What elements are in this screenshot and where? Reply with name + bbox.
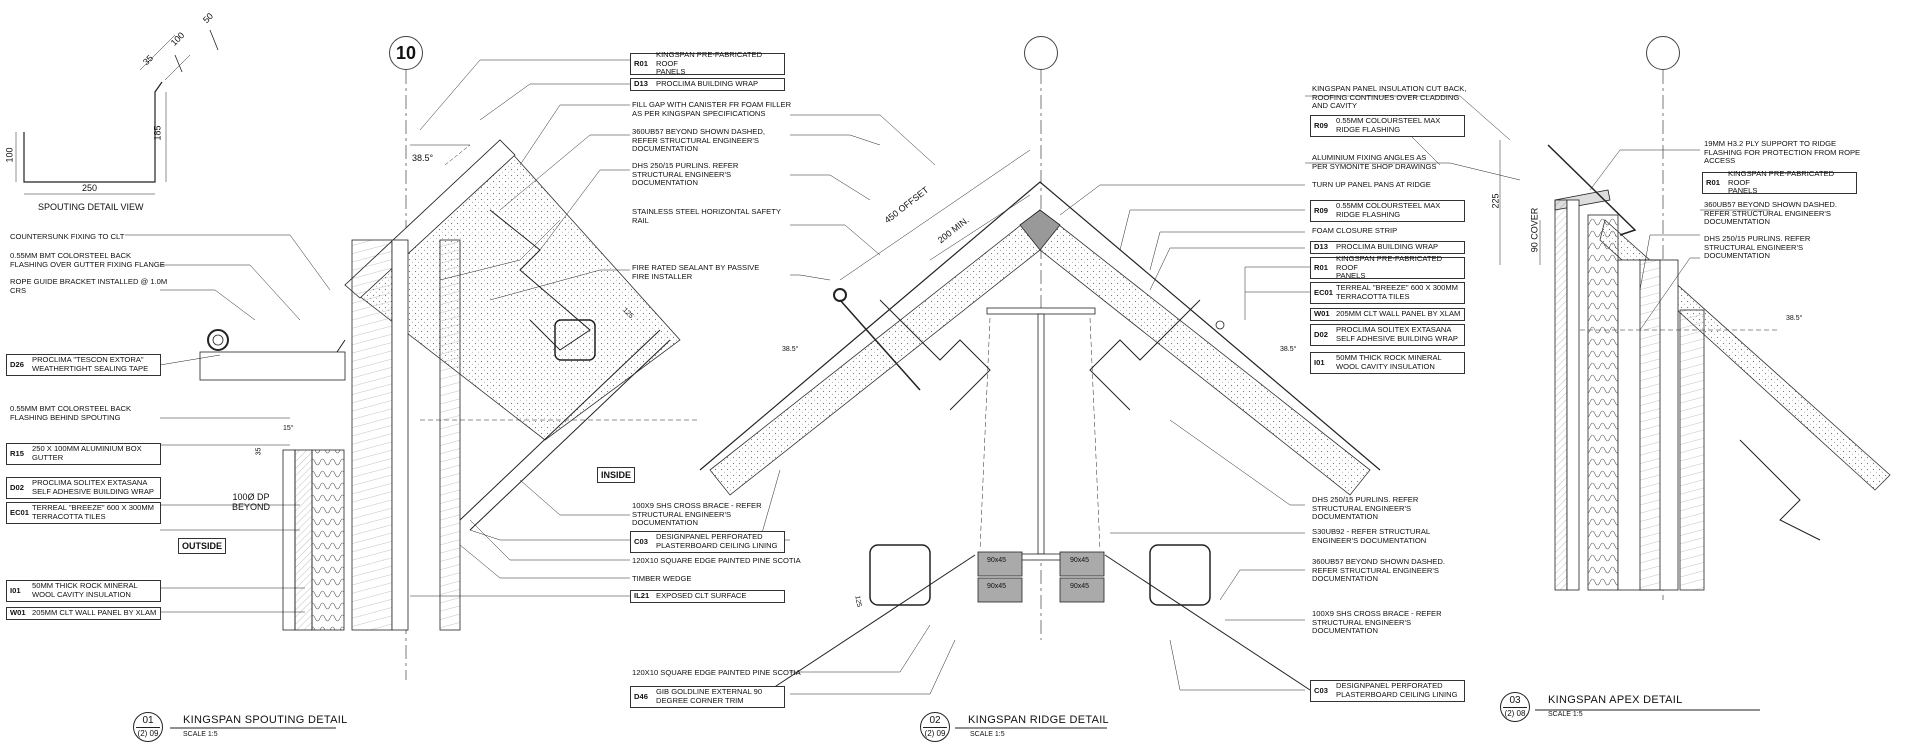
- key-code: R09: [1314, 205, 1328, 215]
- key-code: D02: [10, 482, 24, 492]
- label-dp-beyond: 100Ø DP BEYOND: [232, 492, 271, 512]
- block-90x45-a: 90x45: [987, 557, 1007, 564]
- key-code: R01: [634, 58, 648, 68]
- dim-125-d2: 125: [853, 595, 863, 608]
- key-desc: KINGSPAN PRE-FABRICATED ROOF PANELS: [1336, 254, 1443, 281]
- key-desc: 50MM THICK ROCK MINERAL WOOL CAVITY INSULATION: [1336, 353, 1442, 371]
- key-box-r01-3: [1702, 169, 1857, 196]
- key-box-c03-2: [1310, 680, 1465, 702]
- key-code: C03: [634, 536, 648, 546]
- label-ub-beyond: 360UB57 BEYOND SHOWN DASHED, REFER STRUCTURAL ENGINEER'S DOCUMENTATION: [632, 127, 765, 154]
- key-desc: GIB GOLDLINE EXTERNAL 90 DEGREE CORNER TRIM: [656, 687, 763, 705]
- key-desc: PROCLIMA "TESCON EXTORA" WEATHERTIGHT SEALING TAPE: [32, 355, 149, 373]
- key-code: D02: [1314, 329, 1328, 339]
- label-dhs-purlins: DHS 250/15 PURLINS. REFER STRUCTURAL ENGINEER'S DOCUMENTATION: [632, 161, 739, 188]
- key-desc: TERREAL "BREEZE" 600 X 300MM TERRACOTTA TILES: [32, 503, 155, 521]
- label-dhs-3: DHS 250/15 PURLINS. REFER STRUCTURAL ENGINEER'S DOCUMENTATION: [1704, 234, 1811, 261]
- dim-50: 50: [200, 10, 216, 26]
- key-desc: 0.55MM COLOURSTEEL MAX RIDGE FLASHING: [1336, 116, 1441, 134]
- title-num: 03: [1509, 695, 1521, 706]
- label-timber-wedge: TIMBER WEDGE: [632, 574, 692, 583]
- dim-angle-right: 38.5°: [1280, 346, 1297, 353]
- title-ref: (2) 08: [1504, 709, 1526, 718]
- key-box-r09-a: [1310, 115, 1465, 137]
- key-code: R15: [10, 448, 24, 458]
- key-box-r15: [6, 443, 161, 465]
- label-fill-gap: FILL GAP WITH CANISTER FR FOAM FILLER AS PER KINGSPAN SPECIFICATIONS: [632, 100, 792, 118]
- key-box-r01-2: [1310, 254, 1465, 281]
- title-bubble-03: [1500, 692, 1530, 722]
- key-code: I01: [10, 585, 21, 595]
- dim-185: 185: [152, 125, 163, 141]
- key-code: IL21: [634, 591, 650, 601]
- key-desc: PROCLIMA BUILDING WRAP: [656, 79, 759, 89]
- label-flashing-behind: 0.55MM BMT COLORSTEEL BACK FLASHING BEHIND SPOUTING: [10, 404, 132, 422]
- dim-200-min: 200 MIN.: [935, 214, 971, 246]
- label-brace-2: 100X9 SHS CROSS BRACE - REFER STRUCTURAL ENGINEER'S DOCUMENTATION: [1312, 609, 1442, 636]
- label-ub57-3: 360UB57 BEYOND SHOWN DASHED. REFER STRUCTURAL ENGINEER'S DOCUMENTATION: [1704, 200, 1837, 227]
- title-bubble-02: [920, 712, 950, 742]
- label-safety-rail: STAINLESS STEEL HORIZONTAL SAFETY RAIL: [632, 207, 781, 225]
- label-ply-support: 19MM H3.2 PLY SUPPORT TO RIDGE FLASHING FOR PROTECTION FROM ROPE ACCESS: [1704, 139, 1861, 166]
- key-box-d02-2: [1310, 324, 1465, 346]
- key-box-ec01: [6, 502, 161, 524]
- key-box-i01: [6, 580, 161, 602]
- tag-inside: INSIDE: [597, 467, 635, 483]
- block-90x45-b: 90x45: [987, 583, 1007, 590]
- dim-225: 225: [1490, 193, 1501, 209]
- key-desc: EXPOSED CLT SURFACE: [656, 591, 747, 601]
- dim-35: 35: [140, 52, 156, 68]
- title-ref: (2) 09: [924, 729, 946, 738]
- key-box-il21: [630, 590, 785, 603]
- key-desc: PROCLIMA SOLITEX EXTASANA SELF ADHESIVE BUILDING WRAP: [1336, 325, 1458, 343]
- key-box-d46: [630, 686, 785, 708]
- label-angles: ALUMINIUM FIXING ANGLES AS PER SYMONITE SHOP DRAWINGS: [1312, 153, 1437, 171]
- dim-100-slope: 100: [168, 30, 187, 48]
- block-90x45-d: 90x45: [1070, 583, 1090, 590]
- key-desc: KINGSPAN PRE-FABRICATED ROOF PANELS: [656, 50, 763, 77]
- label-scotia-1: 120X10 SQUARE EDGE PAINTED PINE SCOTIA: [632, 556, 801, 565]
- dim-125-d1: 125: [621, 306, 635, 321]
- label-fire-sealant: FIRE RATED SEALANT BY PASSIVE FIRE INSTALLER: [632, 263, 760, 281]
- key-desc: KINGSPAN PRE-FABRICATED ROOF PANELS: [1728, 169, 1835, 196]
- section-marker-ridge: [1024, 36, 1058, 70]
- tag-outside: OUTSIDE: [178, 538, 226, 554]
- key-desc: 205MM CLT WALL PANEL BY XLAM: [32, 608, 157, 618]
- key-code: EC01: [10, 507, 29, 517]
- dim-250: 250: [82, 183, 98, 193]
- dim-35-d1: 35: [255, 447, 263, 456]
- label-rope-guide: ROPE GUIDE BRACKET INSTALLED @ 1.0M CRS: [10, 277, 168, 295]
- key-box-r09-b: [1310, 200, 1465, 222]
- key-code: EC01: [1314, 287, 1333, 297]
- key-code: C03: [1314, 685, 1328, 695]
- title-num: 01: [142, 715, 154, 726]
- key-box-w01: [6, 607, 161, 620]
- dim-450-offset: 450 OFFSET: [882, 184, 931, 226]
- label-scotia-2: 120X10 SQUARE EDGE PAINTED PINE SCOTIA: [632, 668, 801, 677]
- dim-angle-apex: 38.5°: [1786, 315, 1803, 322]
- label-foam: FOAM CLOSURE STRIP: [1312, 226, 1398, 235]
- label-ub57-2: 360UB57 BEYOND SHOWN DASHED. REFER STRUCTURAL ENGINEER'S DOCUMENTATION: [1312, 557, 1445, 584]
- label-insul-cut: KINGSPAN PANEL INSULATION CUT BACK, ROOFING CONTINUES OVER CLADDING AND CAVITY: [1312, 84, 1467, 111]
- dim-angle-38-5: 38.5°: [412, 153, 434, 163]
- label-dhs-2: DHS 250/15 PURLINS. REFER STRUCTURAL ENGINEER'S DOCUMENTATION: [1312, 495, 1419, 522]
- label-flashing-back: 0.55MM BMT COLORSTEEL BACK FLASHING OVER GUTTER FIXING FLANGE: [10, 251, 165, 269]
- key-box-ec01-2: [1310, 282, 1465, 304]
- key-box-w01-2: [1310, 308, 1465, 321]
- key-code: I01: [1314, 357, 1325, 367]
- key-desc: DESIGNPANEL PERFORATED PLASTERBOARD CEILING LINING: [1336, 681, 1458, 699]
- dim-100-vertical: 100: [4, 147, 15, 163]
- spouting-profile: [16, 30, 218, 194]
- key-code: R09: [1314, 120, 1328, 130]
- key-desc: TERREAL "BREEZE" 600 X 300MM TERRACOTTA TILES: [1336, 283, 1459, 301]
- key-box-c03: [630, 531, 785, 553]
- key-box-d13: [630, 78, 785, 91]
- key-desc: DESIGNPANEL PERFORATED PLASTERBOARD CEILING LINING: [656, 532, 778, 550]
- title-name-01: KINGSPAN SPOUTING DETAIL: [183, 714, 348, 726]
- key-box-i01-2: [1310, 352, 1465, 374]
- key-desc: 50MM THICK ROCK MINERAL WOOL CAVITY INSULATION: [32, 581, 138, 599]
- key-code: D46: [634, 691, 648, 701]
- key-box-r01: [630, 50, 785, 77]
- title-scale-03: SCALE 1:5: [1548, 711, 1583, 718]
- key-code: D26: [10, 359, 24, 369]
- key-code: W01: [1314, 309, 1330, 319]
- section-marker-apex: [1646, 36, 1680, 70]
- key-code: W01: [10, 608, 26, 618]
- key-desc: 205MM CLT WALL PANEL BY XLAM: [1336, 309, 1461, 319]
- label-cross-brace: 100X9 SHS CROSS BRACE - REFER STRUCTURAL ENGINEER'S DOCUMENTATION: [632, 501, 762, 528]
- title-num: 02: [929, 715, 941, 726]
- key-desc: PROCLIMA BUILDING WRAP: [1336, 242, 1439, 252]
- dim-angle-left: 38.5°: [782, 346, 799, 353]
- title-name-02: KINGSPAN RIDGE DETAIL: [968, 714, 1109, 726]
- label-turn-up: TURN UP PANEL PANS AT RIDGE: [1312, 180, 1431, 189]
- title-bubble-01: [133, 712, 163, 742]
- key-desc: PROCLIMA SOLITEX EXTASANA SELF ADHESIVE BUILDING WRAP: [32, 478, 154, 496]
- dim-angle-15: 15°: [283, 425, 294, 432]
- key-code: R01: [1314, 262, 1328, 272]
- key-code: D13: [1314, 242, 1328, 252]
- spouting-view-title: SPOUTING DETAIL VIEW: [38, 202, 144, 212]
- label-s30ub: S30UB92 - REFER STRUCTURAL ENGINEER'S DOCUMENTATION: [1312, 527, 1431, 545]
- key-code: D13: [634, 79, 648, 89]
- dim-90-cover: 90 COVER: [1529, 207, 1540, 253]
- title-name-03: KINGSPAN APEX DETAIL: [1548, 694, 1683, 706]
- key-box-d13-2: [1310, 241, 1465, 254]
- title-ref: (2) 09: [137, 729, 159, 738]
- key-desc: 0.55MM COLOURSTEEL MAX RIDGE FLASHING: [1336, 201, 1441, 219]
- title-scale-01: SCALE 1:5: [183, 731, 218, 738]
- section-marker-10: 10: [389, 36, 423, 70]
- key-box-d02: [6, 477, 161, 499]
- key-desc: 250 X 100MM ALUMINIUM BOX GUTTER: [32, 444, 142, 462]
- key-box-d26: [6, 354, 161, 376]
- block-90x45-c: 90x45: [1070, 557, 1090, 564]
- label-countersunk: COUNTERSUNK FIXING TO CLT: [10, 232, 125, 241]
- key-code: R01: [1706, 177, 1720, 187]
- title-scale-02: SCALE 1:5: [970, 731, 1005, 738]
